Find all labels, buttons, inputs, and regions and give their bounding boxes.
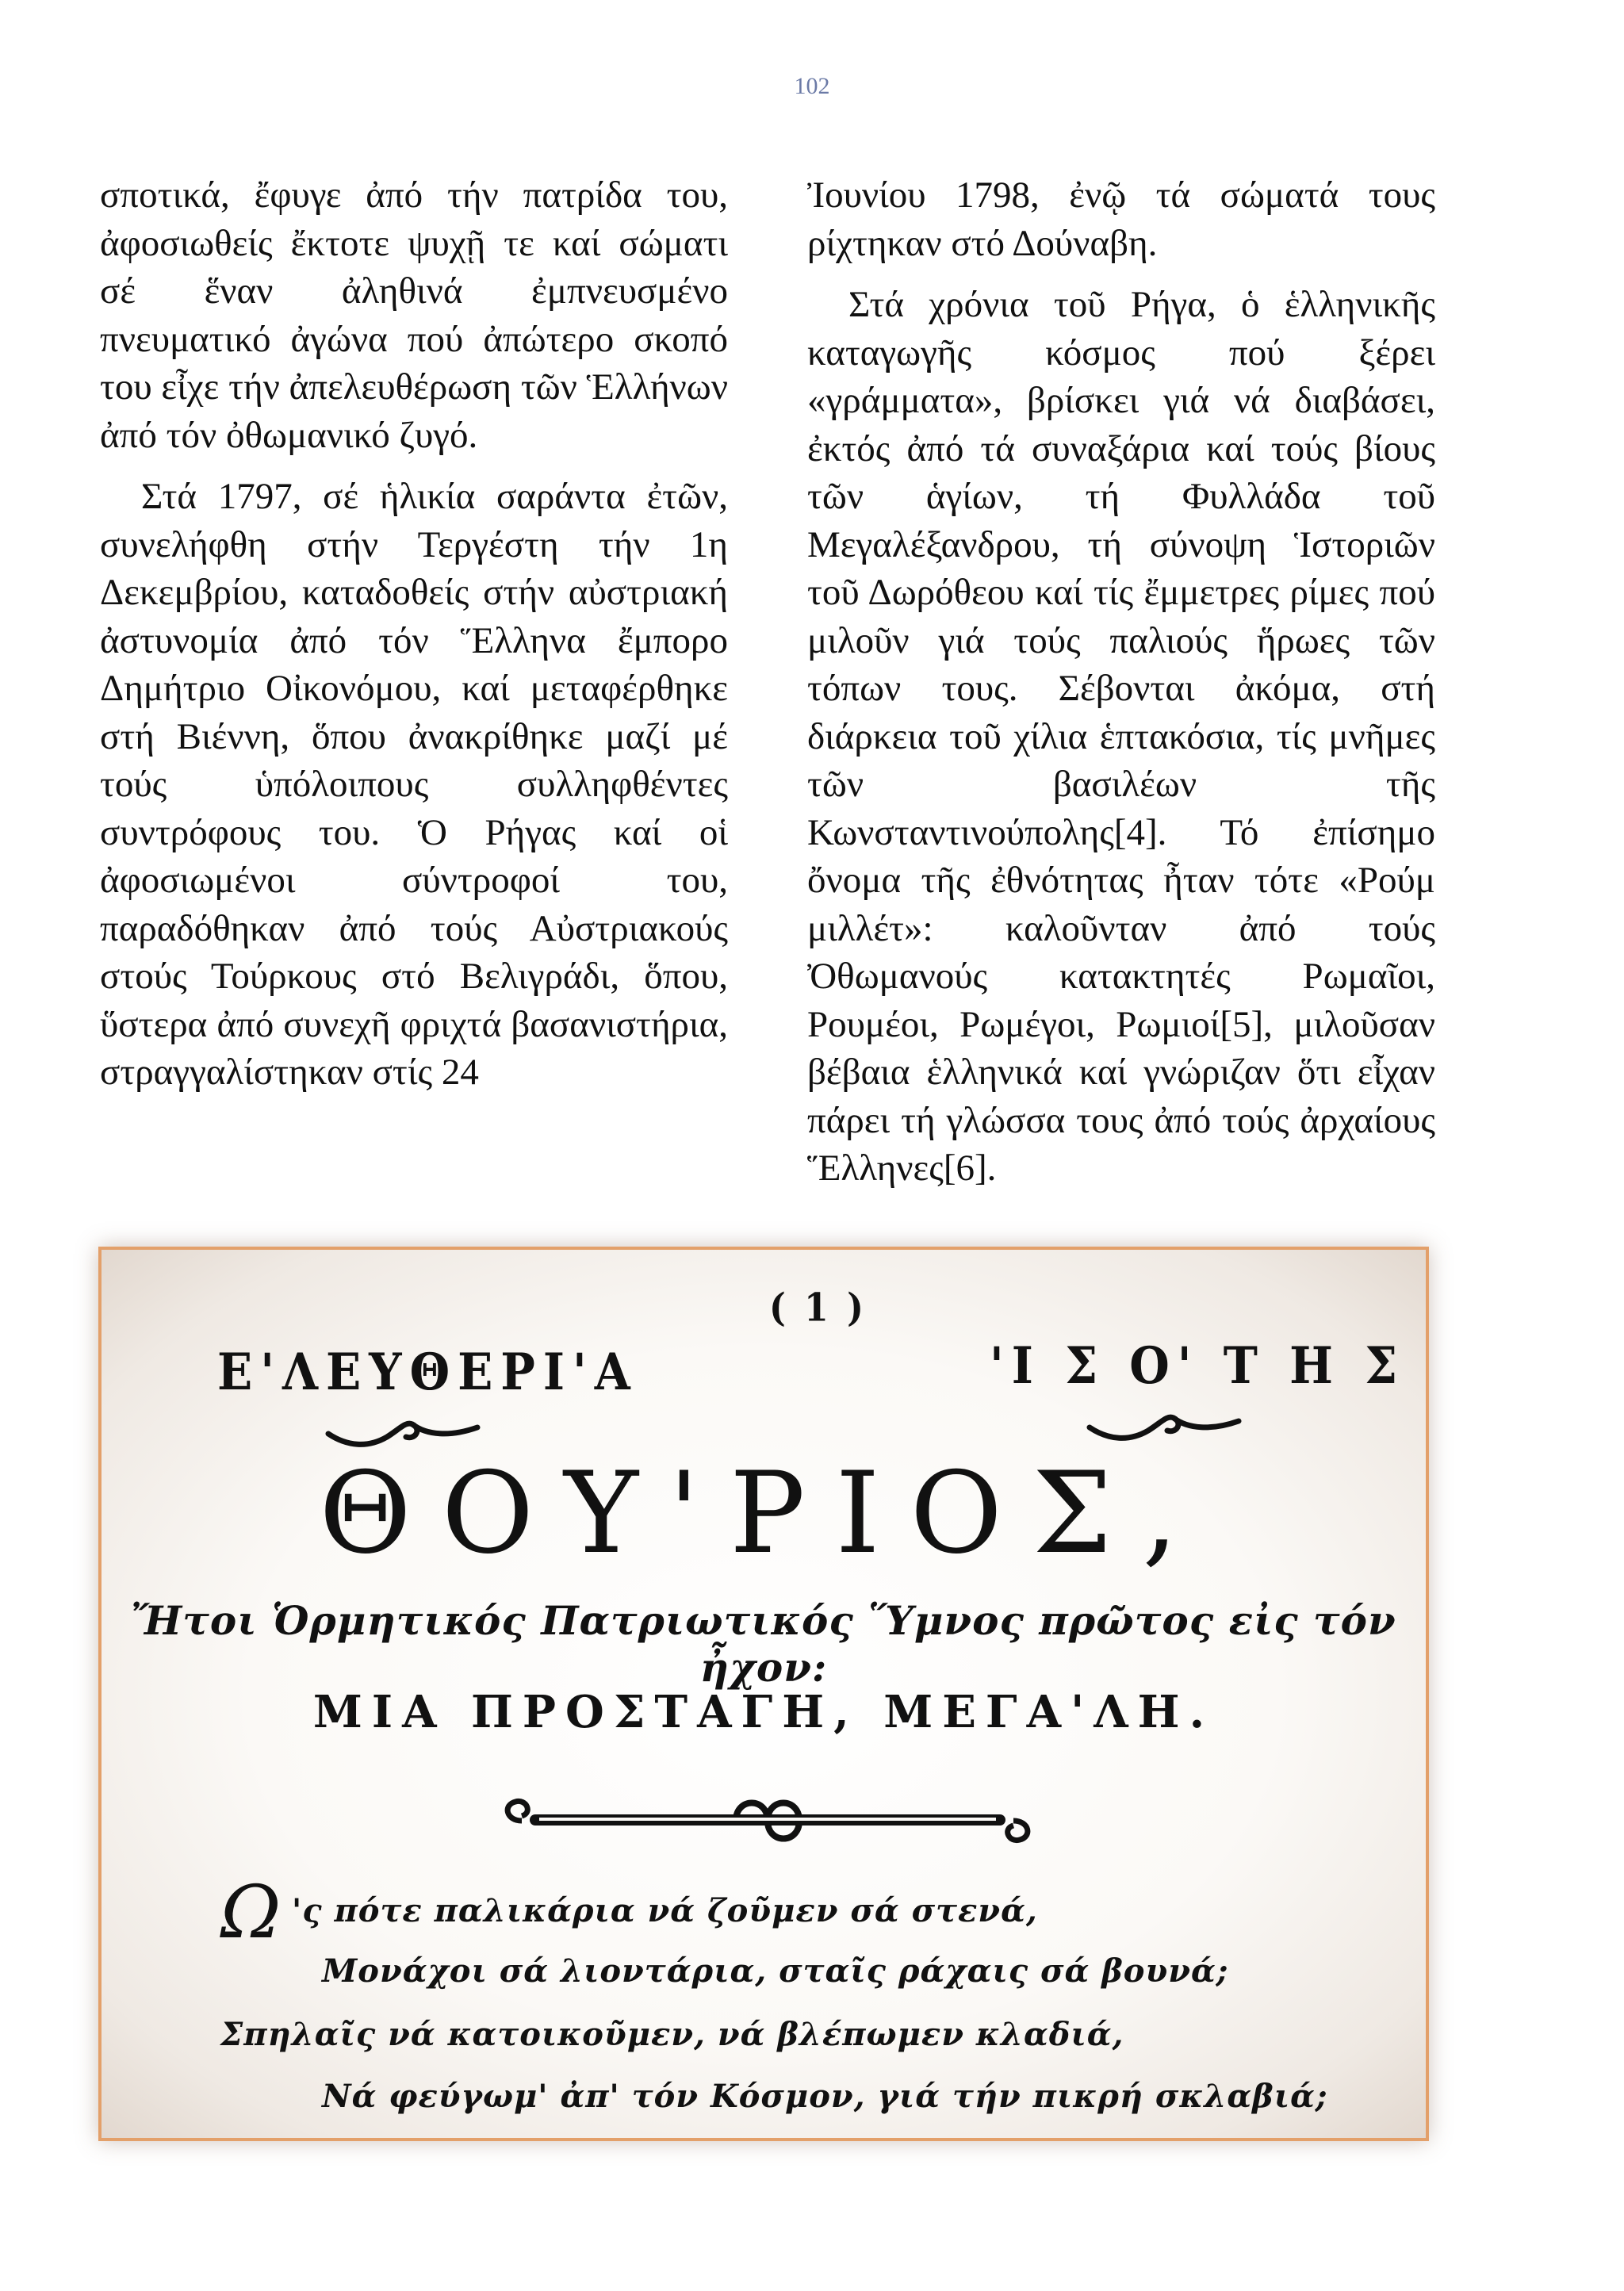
ornament-swash-left [324, 1405, 482, 1453]
left-paragraph-2: Στά 1797, σέ ἡλικία σαράντα ἐτῶν, συνελήφθη στήν Τεργέστη τήν 1η Δεκεμβρίου, καταδοθείς στήν αὐστριακή ἀστυνομία ἀπό τόν Ἕλληνα ἔμπορο Δημήτριο Οἰκονόμου, καί μεταφέρθηκε στή Βιέννη, ὅπου ἀνακρίθηκε μαζί μέ τούς ὑπόλοιπους συλληφθέντες συντρόφους του. Ὁ Ρήγας καί οἱ ἀφοσιωμένοι σύντροφοί του, παραδόθηκαν ἀπό τούς Αὐστριακούς στούς Τούρκους στό Βελιγράδι, ὅπου, ὕστερα ἀπό συνεχῆ φριχτά βασανιστήρια, στραγγαλίστηκαν στίς 24 [100, 476, 728, 1093]
facsimile-subtitle: Ἤτοι Ὁρμητικός Πατριωτικός Ὕμνος πρῶτος εἰς τόν ἦχον: [131, 1597, 1396, 1691]
right-column [807, 171, 1435, 1206]
facsimile-word-isotis: 'Ι Σ Ο' Τ Η Σ [990, 1335, 1406, 1396]
facsimile-title: ΘΟΥ'ΡΙΟΣ, [319, 1448, 1208, 1579]
thourios-facsimile-figure [98, 1247, 1429, 2141]
left-column [100, 171, 728, 1110]
right-paragraph-1: Ἰουνίου 1798, ἐνῷ τά σώματά τους ρίχτηκαν στό Δούναβη. [807, 174, 1435, 264]
verse-line-2: Μονάχοι σά λιοντάρια, σταῖς ράχαις σά βουνά; [322, 1952, 1229, 1990]
page-number: 102 [794, 73, 830, 99]
facsimile-caption: ΜΙΑ ΠΡΟΣΤΑΓΗ, ΜΕΓΑ'ΛΗ. [312, 1686, 1215, 1738]
verse-line-1: 'ς πότε παλικάρια νά ζοῦμεν σά στενά, [292, 1892, 1038, 1929]
ornament-divider [498, 1789, 1037, 1852]
verse-line-3: Σπηλαῖς νά κατοικοῦμεν, νά βλέπωμεν κλαδιά, [220, 2016, 1124, 2053]
left-paragraph-1: σποτικά, ἔφυγε ἀπό τήν πατρίδα του, ἀφοσιωθείς ἔκτοτε ψυχῇ τε καί σώματι σέ ἕναν ἀληθινά ἐμπνευσμένο πνευματικό ἀγώνα πού ἀπώτερο σκοπό του εἶχε τήν ἀπελευθέρωση τῶν Ἑλλήνων ἀπό τόν ὀθωμανικό ζυγό. [100, 174, 728, 456]
facsimile-page-mark: ( 1 ) [769, 1285, 867, 1331]
facsimile-word-eleftheria: Ε'ΛΕΥΘΕΡΙ'Α [217, 1342, 638, 1402]
verse-line-4: Νά φεύγωμ' ἀπ' τόν Κόσμον, γιά τήν πικρή σκλαβιά; [322, 2078, 1328, 2115]
ornament-swash-right [1085, 1399, 1243, 1446]
verse-initial: Ω [220, 1870, 282, 1955]
right-paragraph-2: Στά χρόνια τοῦ Ρήγα, ὁ ἑλληνικῆς καταγωγῆς κόσμος πού ξέρει «γράμματα», βρίσκει γιά νά διαβάσει, ἐκτός ἀπό τά συναξάρια καί τούς βίους τῶν ἁγίων, τή Φυλλάδα τοῦ Μεγαλέξανδρου, τή σύνοψη Ἱστοριῶν τοῦ Δωρόθεου καί τίς ἔμμετρες ρίμες πού μιλοῦν γιά τούς παλιούς ἥρωες τῶν τόπων τους. Σέβονται ἀκόμα, στή διάρκεια τοῦ χίλια ἑπτακόσια, τίς μνῆμες τῶν βασιλέων τῆς Κωνσταντινούπολης[4]. Τό ἐπίσημο ὄνομα τῆς ἐθνότητας ἦταν τότε «Ρούμ μιλλέτ»: καλοῦνταν ἀπό τούς Ὀθωμανούς κατακτητές Ρωμαῖοι, Ρουμέοι, Ρωμέγοι, Ρωμιοί[5], μιλοῦσαν βέβαια ἑλληνικά καί γνώριζαν ὅτι εἶχαν πάρει τή γλώσσα τους ἀπό τούς ἀρχαίους Ἕλληνες[6]. [807, 284, 1435, 1189]
